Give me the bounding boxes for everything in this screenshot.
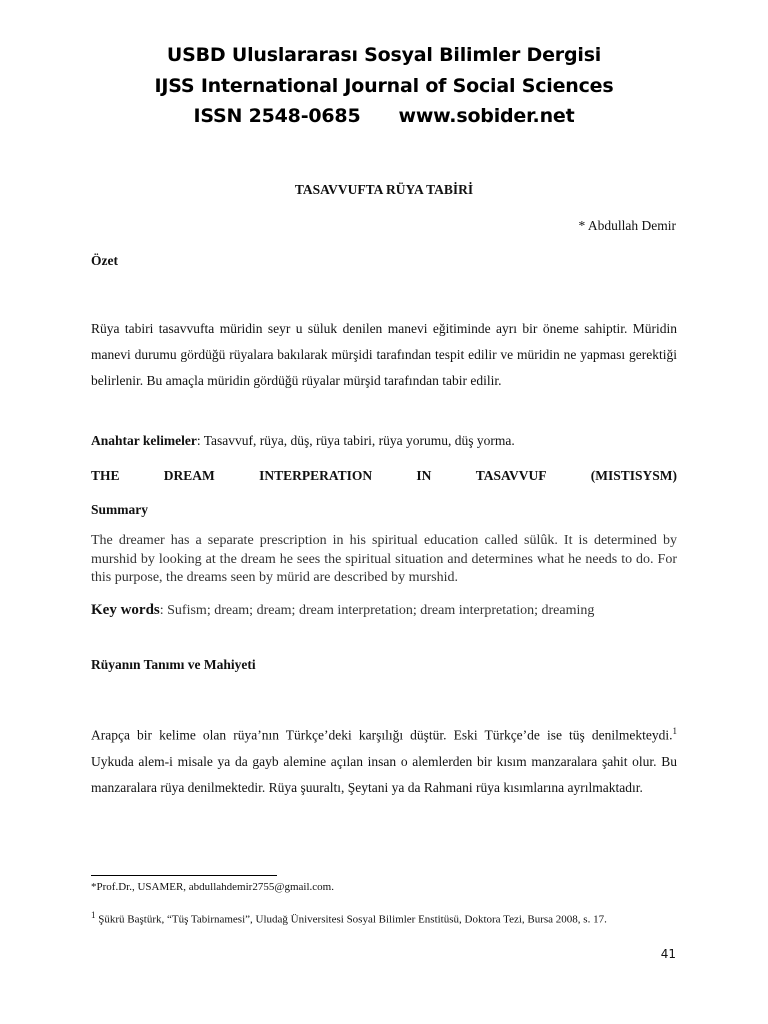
english-title-word: TASAVVUF (475, 468, 547, 483)
keywords-en-label: Key words (91, 602, 160, 618)
section-body (91, 718, 677, 801)
english-title-word: (MISTISYSM) (590, 468, 677, 483)
abstract-heading: Özet (91, 253, 118, 268)
english-title-word: IN (416, 468, 432, 483)
journal-name-en: IJSS International Journal of Social Sciences (154, 75, 614, 97)
footnote-1-marker: 1 (91, 910, 96, 920)
english-title (91, 468, 677, 484)
summary-heading: Summary (91, 502, 148, 517)
english-title-word: INTERPERATION (259, 468, 373, 483)
journal-name-tr: USBD Uluslararası Sosyal Bilimler Dergisi (166, 44, 602, 66)
footnote-author: *Prof.Dr., USAMER, abdullahdemir2755@gmail.com. (91, 881, 334, 893)
footnote-1 (91, 907, 677, 928)
keywords-label: Anahtar kelimeler (91, 433, 197, 448)
footnote-1-text: Şükrü Baştürk, “Tüş Tabirnamesi”, Uludağ Üniversitesi Sosyal Bilimler Enstitüsü, Doktora Tezi, Bursa 2008, s. 17. (95, 913, 607, 926)
section-text-part1: Arapça bir kelime olan rüya’nın Türkçe’deki karşılığı düştür. Eski Türkçe’de ise tüş denilmekteydi. (91, 727, 673, 743)
english-title-word: THE (91, 468, 120, 483)
footnote-divider (91, 875, 277, 876)
website: www.sobider.net (398, 105, 575, 127)
author-name: * Abdullah Demir (578, 218, 676, 233)
keywords-en (91, 602, 691, 619)
section-heading: Rüyanın Tanımı ve Mahiyeti (91, 657, 256, 672)
keywords-tr (91, 433, 691, 449)
journal-issn-line (0, 105, 768, 127)
issn: ISSN 2548-0685 (193, 105, 361, 127)
article-title: TASAVVUFTA RÜYA TABİRİ (294, 182, 474, 197)
footnote-ref[interactable]: 1 (672, 726, 677, 736)
page-number: 41 (660, 947, 676, 961)
keywords-text: : Tasavvuf, rüya, düş, rüya tabiri, rüya yorumu, düş yorma. (196, 433, 515, 448)
summary-text: The dreamer has a separate prescription in his spiritual education called sülûk. It is determined by murshid by looking at the dream he sees the spiritual situation and determines what he needs to do. For this purpose, the dreams seen by mürid are described by murshid. (91, 533, 677, 585)
keywords-en-text: : Sufism; dream; dream; dream interpretation; dream interpretation; dreaming (159, 603, 595, 618)
section-text-part2: Uykuda alem-i misale ya da gayb alemine açılan insan o alemlerden bir kısım manzaralara şahit olur. Bu manzaralara rüya denilmektedir. Rüya şuuraltı, Şeytani ya da Rahmani rüya kısımlarına ayrılmaktadır. (91, 753, 677, 795)
english-title-word: DREAM (163, 468, 215, 483)
abstract-text: Rüya tabiri tasavvufta müridin seyr u süluk denilen manevi eğitiminde ayrı bir öneme sahiptir. Müridin manevi durumu gördüğü rüyalara bakılarak mürşidi tarafından tespit edilir ve müridin ne yapması gerektiği belirlenir. Bu amaçla müridin gördüğü rüyalar mürşid tarafından tabir edilir. (91, 321, 677, 388)
